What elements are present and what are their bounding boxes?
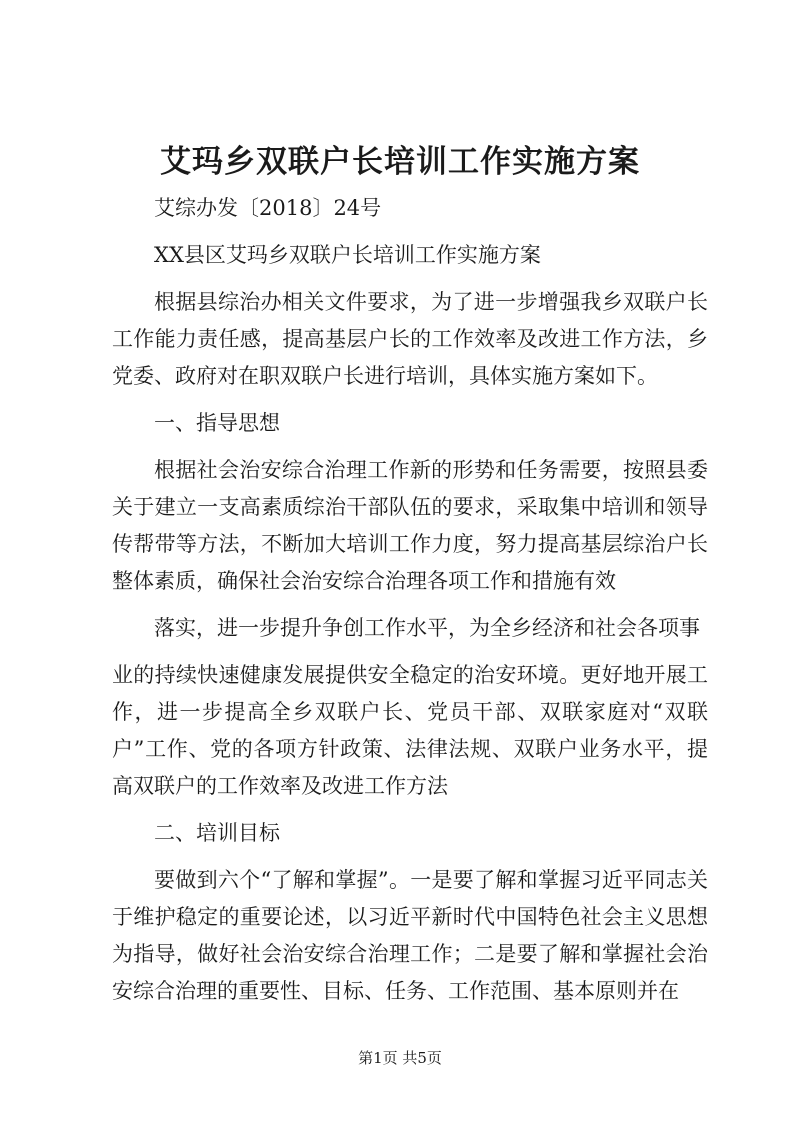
training-goals-paragraph: 要做到六个“了解和掌握”。一是要了解和掌握习近平同志关于维护稳定的重要论述，以习近平新时代中国特色社会主义思想为指导，做好社会治安综合治理工作；二是要了解和掌握社会治安综合治理的重要性、目标、任务、工作范围、基本原则并在 (112, 868, 708, 1003)
implementation-paragraph: 业的持续快速健康发展提供安全稳定的治安环境。更好地开展工作，进一步提高全乡双联户长、党员干部、双联家庭对“双联户”工作、党的各项方针政策、法律法规、双联户业务水平，提高双联户的工作效率及改进工作方法 (112, 663, 708, 798)
guiding-ideology-paragraph: 根据社会治安综合治理工作新的形势和任务需要，按照县委关于建立一支高素质综治干部队伍的要求，采取集中培训和领导传帮带等方法，不断加大培训工作力度，努力提高基层综治户长整体素质，确保社会治安综合治理各项工作和措施有效 (112, 458, 708, 593)
doc-subtitle: XX县区艾玛乡双联户长培训工作实施方案 (154, 243, 541, 267)
intro-paragraph: 根据县综治办相关文件要求，为了进一步增强我乡双联户长工作能力责任感，提高基层户长的工作效率及改进工作方法，乡党委、政府对在职双联户长进行培训，具体实施方案如下。 (112, 290, 708, 388)
implementation-line: 落实，进一步提升争创工作水平，为全乡经济和社会各项事 (154, 616, 700, 640)
doc-number: 艾综办发〔2018〕24号 (154, 196, 382, 220)
document-body (112, 190, 708, 1010)
document-title: 艾玛乡双联户长培训工作实施方案 (160, 144, 640, 180)
section-heading-training-goals: 二、培训目标 (154, 821, 280, 845)
section-heading-guiding-ideology: 一、指导思想 (154, 411, 280, 435)
page-number-footer: 第1页 共5页 (358, 1049, 442, 1067)
